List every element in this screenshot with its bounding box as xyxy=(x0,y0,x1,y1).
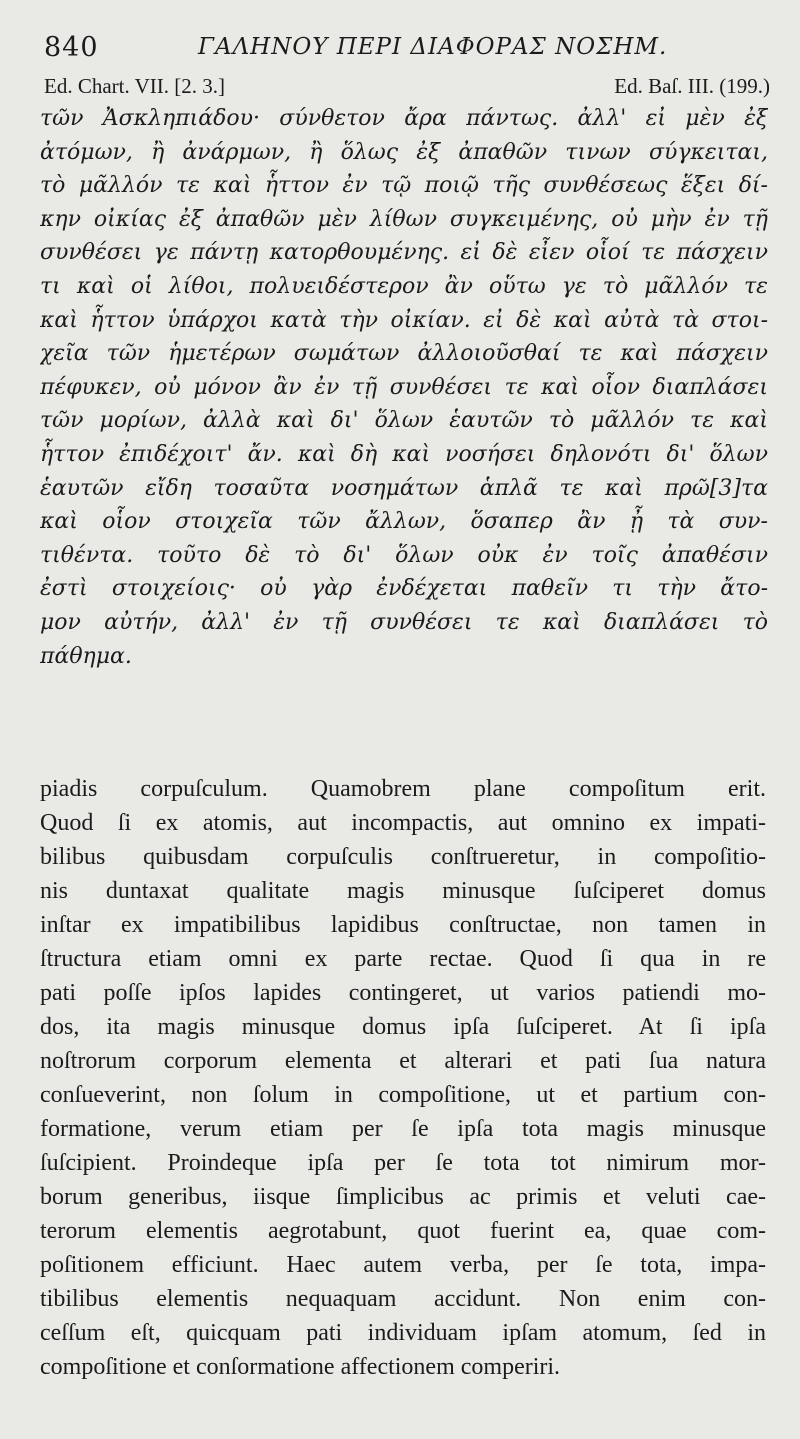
greek-line: χεῖα τῶν ἡμετέρων σωμάτων ἀλλοιοῦσθαί τε καὶ πάσχειν xyxy=(40,341,768,367)
latin-line: piadis corpuſculum. Quamobrem plane compoſitum erit. xyxy=(40,776,766,802)
latin-text-block xyxy=(40,772,766,1384)
latin-line: terorum elementis aegrotabunt, quot fuerint ea, quae com- xyxy=(40,1218,766,1244)
greek-line: τι καὶ οἱ λίθοι, πολυειδέστερον ἂν οὕτω γε τὸ μᾶλλόν τε xyxy=(40,273,768,299)
latin-line: borum generibus, iisque ſimplicibus ac primis et veluti cae- xyxy=(40,1184,766,1210)
page-number: 840 xyxy=(44,32,99,63)
greek-line: συνθέσει γε πάντῃ κατορθουμένης. εἰ δὲ εἶεν οἷοί τε πάσχειν xyxy=(40,240,768,266)
greek-line: ἐστὶ στοιχείοις· οὐ γὰρ ἐνδέχεται παθεῖν τι τὴν ἄτο- xyxy=(40,576,768,602)
latin-line: bilibus quibusdam corpuſculis conſtrueretur, in compoſitio- xyxy=(40,844,766,870)
latin-line: ſuſcipient. Proindeque ipſa per ſe tota tot nimirum mor- xyxy=(40,1150,766,1176)
latin-line: pati poſſe ipſos lapides contingeret, ut varios patiendi mo- xyxy=(40,980,766,1006)
greek-line: πέφυκεν, οὐ μόνον ἂν ἐν τῇ συνθέσει τε καὶ οἷον διαπλάσει xyxy=(40,374,768,400)
greek-line: ἑαυτῶν εἴδη τοσαῦτα νοσημάτων ἁπλᾶ τε καὶ πρῶ[3]τα xyxy=(40,475,768,501)
running-head xyxy=(40,26,760,66)
greek-line: κην οἰκίας ἐξ ἀπαθῶν μὲν λίθων συγκειμένης, οὐ μὴν ἐν τῇ xyxy=(40,206,768,232)
greek-line: τὸ μᾶλλόν τε καὶ ἧττον ἐν τῷ ποιῷ τῆς συνθέσεως ἕξει δί- xyxy=(40,173,768,199)
latin-line: poſitionem efficiunt. Haec autem verba, per ſe tota, impa- xyxy=(40,1252,766,1278)
greek-line: καὶ ἧττον ὑπάρχοι κατὰ τὴν οἰκίαν. εἰ δὲ καὶ αὐτὰ τὰ στοι- xyxy=(40,307,768,333)
greek-line: τῶν Ἀσκληπιάδου· σύνθετον ἄρα πάντως. ἀλλ' εἰ μὲν ἐξ xyxy=(40,106,768,131)
latin-line: dos, ita magis minusque domus ipſa ſuſciperet. At ſi ipſa xyxy=(40,1014,766,1040)
latin-line: ſtructura etiam omni ex parte rectae. Quod ſi qua in re xyxy=(40,946,766,972)
greek-line: ἀτόμων, ἢ ἀνάρμων, ἢ ὅλως ἐξ ἀπαθῶν τινων σύγκειται, xyxy=(40,139,768,165)
greek-line: πάθημα. xyxy=(40,643,132,669)
greek-line: ἧττον ἐπιδέχοιτ' ἄν. καὶ δὴ καὶ νοσήσει δηλονότι δι' ὅλων xyxy=(40,441,768,467)
greek-text-block xyxy=(40,102,768,673)
latin-line: compoſitione et conſormatione affectionem comperiri. xyxy=(40,1354,561,1380)
latin-line: noſtrorum corporum elementa et alterari et pati ſua natura xyxy=(40,1048,766,1074)
edition-reference-line xyxy=(44,74,770,104)
greek-line: μον αὐτήν, ἀλλ' ἐν τῇ συνθέσει τε καὶ διαπλάσει τὸ xyxy=(40,609,768,635)
latin-line: Quod ſi ex atomis, aut incompactis, aut omnino ex impati- xyxy=(40,810,766,836)
latin-line: conſueverint, non ſolum in compoſitione, ut et partium con- xyxy=(40,1082,766,1108)
latin-line: formatione, verum etiam per ſe ipſa tota magis minusque xyxy=(40,1116,766,1142)
latin-line: ceſſum eſt, quicquam pati individuam ipſam atomum, ſed in xyxy=(40,1320,766,1346)
latin-line: tibilibus elementis nequaquam accidunt. Non enim con- xyxy=(40,1286,766,1312)
edition-reference-basel: Ed. Baſ. III. (199.) xyxy=(614,74,770,98)
latin-line: inſtar ex impatibilibus lapidibus conſtructae, non tamen in xyxy=(40,912,766,938)
edition-reference-chartier: Ed. Chart. VII. [2. 3.] xyxy=(44,74,225,98)
greek-line: καὶ οἷον στοιχεῖα τῶν ἄλλων, ὅσαπερ ἂν ᾖ τὰ συν- xyxy=(40,509,768,535)
greek-line: τῶν μορίων, ἀλλὰ καὶ δι' ὅλων ἑαυτῶν τὸ μᾶλλόν τε καὶ xyxy=(40,408,768,434)
running-title: ΓΑΛΗΝΟΥ ΠΕΡΙ ΔΙΑΦΟΡΑΣ ΝΟΣΗΜ. xyxy=(198,34,668,60)
greek-line: τιθέντα. τοῦτο δὲ τὸ δι' ὅλων οὐκ ἐν τοῖς ἀπαθέσιν xyxy=(40,542,768,568)
latin-line: nis duntaxat qualitate magis minusque ſuſciperet domus xyxy=(40,878,766,904)
